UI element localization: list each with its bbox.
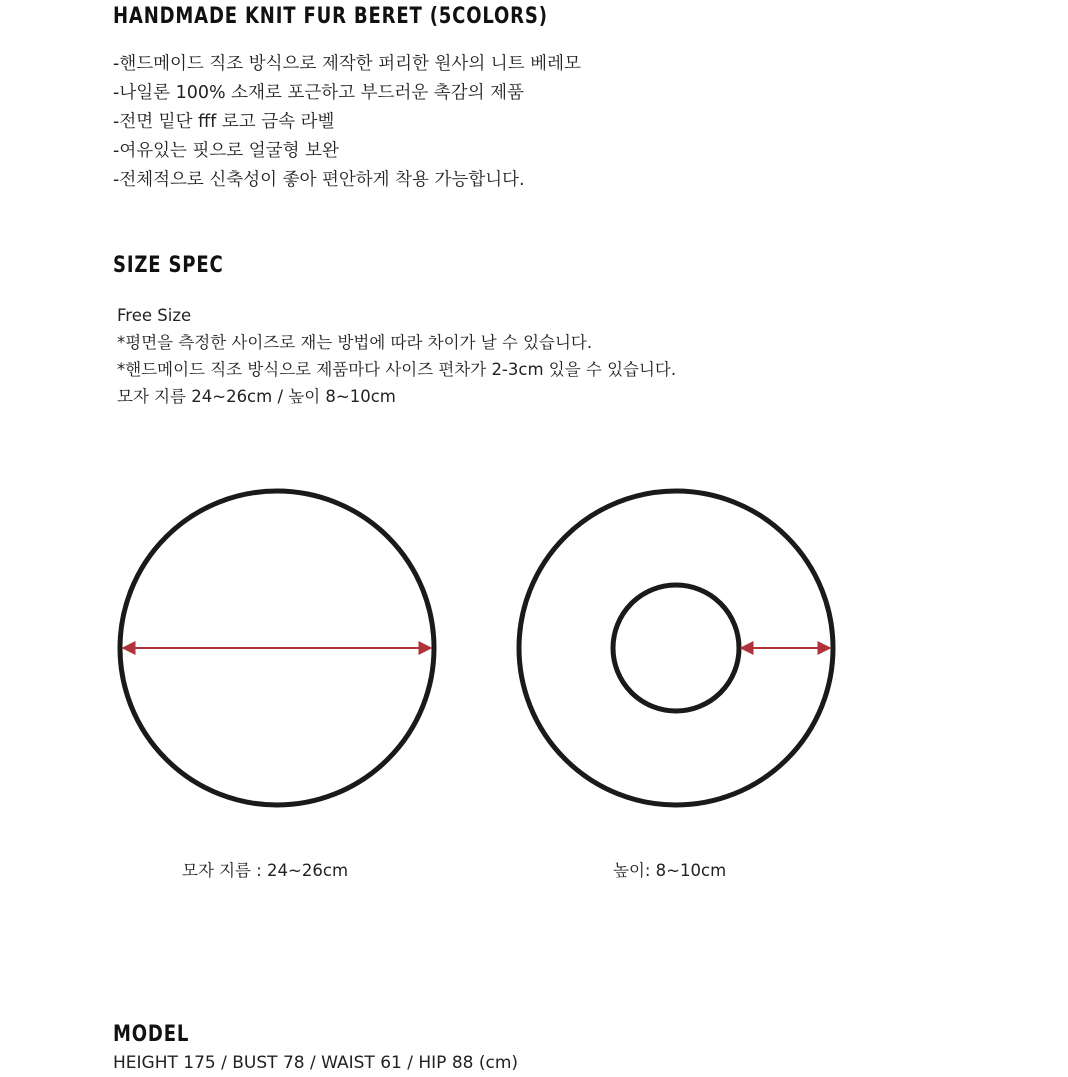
diameter-caption: 모자 지름 : 24~26cm: [182, 861, 349, 880]
size-spec-block: [117, 302, 676, 410]
model-info-text: HEIGHT 175 / BUST 78 / WAIST 61 / HIP 88 (cm): [113, 1053, 519, 1073]
feature-item: -여유있는 핏으로 얼굴형 보완: [113, 141, 339, 161]
measure-note: *평면을 측정한 사이즈로 재는 방법에 따라 차이가 날 수 있습니다.: [117, 333, 593, 352]
model-info-cutoff: [113, 1053, 519, 1073]
feature-item: -핸드메이드 직조 방식으로 제작한 퍼리한 원사의 니트 베레모: [113, 54, 581, 74]
feature-item: -전면 밑단 fff 로고 금속 라벨: [113, 112, 335, 132]
feature-list: [113, 50, 581, 195]
handmade-note: *핸드메이드 직조 방식으로 제품마다 사이즈 편차가 2-3cm 있을 수 있습니다.: [117, 360, 677, 379]
height-inner-circle: [613, 585, 739, 711]
model-heading: MODEL: [113, 1022, 190, 1047]
size-diagram: [0, 470, 1068, 830]
free-size-label: Free Size: [117, 306, 192, 325]
feature-item: -나일론 100% 소재로 포근하고 부드러운 촉감의 제품: [113, 83, 524, 103]
product-title: HANDMADE KNIT FUR BERET (5COLORS): [113, 4, 548, 29]
size-summary: 모자 지름 24~26cm / 높이 8~10cm: [117, 387, 396, 406]
height-caption: 높이: 8~10cm: [613, 861, 727, 880]
feature-item: -전체적으로 신축성이 좋아 편안하게 착용 가능합니다.: [113, 170, 525, 190]
size-spec-heading: SIZE SPEC: [113, 253, 224, 278]
